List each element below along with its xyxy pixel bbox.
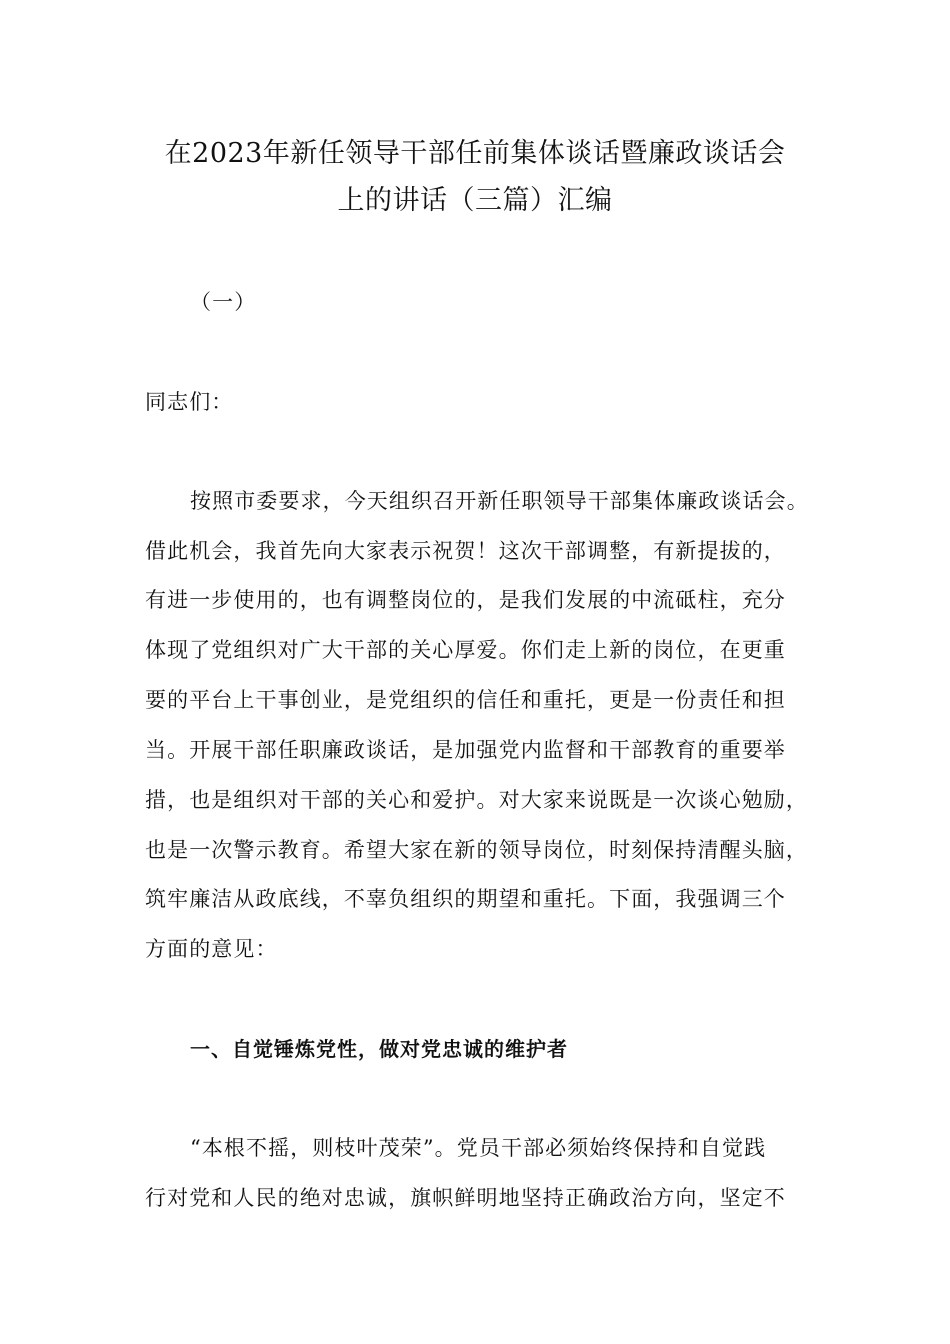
paragraph-line: 当。开展干部任职廉政谈话，是加强党内监督和干部教育的重要举 — [145, 738, 786, 762]
paragraph-line: 方面的意见： — [145, 937, 278, 961]
salutation: 同志们： — [145, 390, 234, 414]
paragraph-line: 有进一步使用的，也有调整岗位的，是我们发展的中流砥柱，充分 — [145, 588, 786, 612]
section-number: （一） — [190, 290, 257, 314]
paragraph-line: 措，也是组织对干部的关心和爱护。对大家来说既是一次谈心勉励， — [145, 788, 808, 812]
paragraph-line: 要的平台上干事创业，是党组织的信任和重托，更是一份责任和担 — [145, 688, 786, 712]
paragraph-line: “本根不摇，则枝叶茂荣”。党员干部必须始终保持和自觉践 — [190, 1136, 767, 1160]
paragraph-line: 筑牢廉洁从政底线，不辜负组织的期望和重托。下面，我强调三个 — [145, 887, 786, 911]
document-title-line-1: 在2023年新任领导干部任前集体谈话暨廉政谈话会 — [164, 138, 786, 169]
paragraph-line: 借此机会，我首先向大家表示祝贺！这次干部调整，有新提拔的， — [145, 539, 786, 563]
paragraph-line: 也是一次警示教育。希望大家在新的领导岗位，时刻保持清醒头脑， — [145, 838, 808, 862]
paragraph-line: 行对党和人民的绝对忠诚，旗帜鲜明地坚持正确政治方向，坚定不 — [145, 1186, 786, 1210]
paragraph-line: 体现了党组织对广大干部的关心厚爱。你们走上新的岗位，在更重 — [145, 638, 786, 662]
paragraph-line: 按照市委要求，今天组织召开新任职领导干部集体廉政谈话会。 — [190, 489, 809, 513]
document-title-line-2: 上的讲话（三篇）汇编 — [337, 185, 613, 216]
section-heading: 一、自觉锤炼党性，做对党忠诚的维护者 — [190, 1037, 568, 1061]
